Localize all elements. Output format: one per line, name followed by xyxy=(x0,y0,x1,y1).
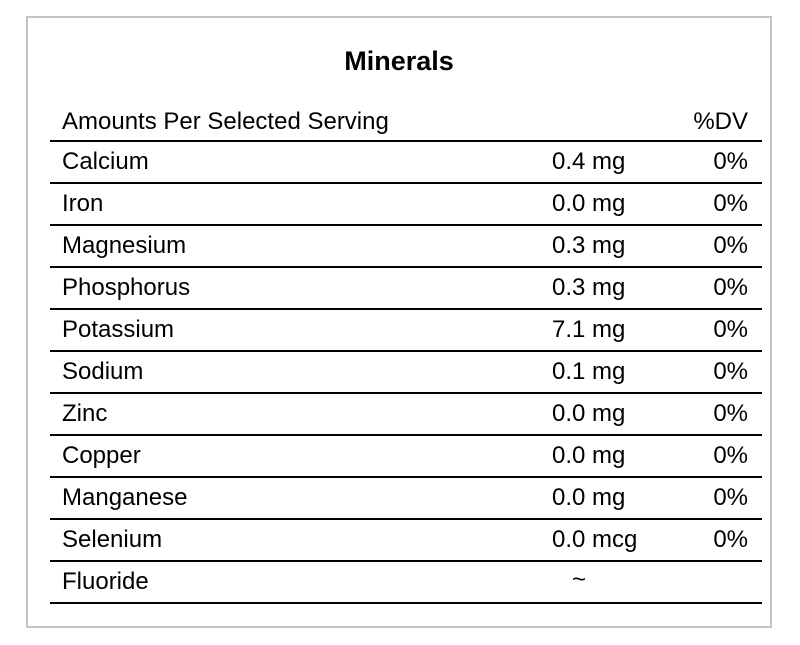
header-label: Amounts Per Selected Serving xyxy=(62,108,389,135)
row-amount: 0.0 mg xyxy=(552,484,626,511)
row-name: Phosphorus xyxy=(62,274,191,301)
table-row-phosphorus xyxy=(50,268,762,310)
row-amount: 0.0 mg xyxy=(552,442,626,469)
row-amount: 0.4 mg xyxy=(552,148,626,175)
row-name: Calcium xyxy=(62,148,149,175)
row-amount: 0.0 mcg xyxy=(552,526,638,553)
table-row-copper xyxy=(50,436,762,478)
row-amount: ~ xyxy=(572,566,587,593)
table-row-fluoride xyxy=(50,562,762,604)
row-amount: 0.1 mg xyxy=(552,358,626,385)
row-name: Fluoride xyxy=(62,568,149,595)
row-name: Iron xyxy=(62,190,104,217)
row-name: Potassium xyxy=(62,316,175,343)
table-row-manganese xyxy=(50,478,762,520)
row-dv: 0% xyxy=(713,526,748,553)
table-row-selenium xyxy=(50,520,762,562)
row-dv: 0% xyxy=(713,358,748,385)
minerals-panel xyxy=(26,16,772,628)
row-dv: 0% xyxy=(713,148,748,175)
row-dv: 0% xyxy=(713,274,748,301)
row-name: Zinc xyxy=(62,400,108,427)
row-name: Sodium xyxy=(62,358,144,385)
row-dv: 0% xyxy=(713,316,748,343)
row-amount: 7.1 mg xyxy=(552,316,626,343)
table-row-zinc xyxy=(50,394,762,436)
table-row-calcium xyxy=(50,142,762,184)
row-amount: 0.0 mg xyxy=(552,190,626,217)
table-row-sodium xyxy=(50,352,762,394)
table-header-row xyxy=(50,102,762,142)
row-amount: 0.3 mg xyxy=(552,274,626,301)
panel-title: Minerals xyxy=(344,46,454,76)
header-dv-label: %DV xyxy=(693,108,748,135)
row-amount: 0.0 mg xyxy=(552,400,626,427)
minerals-table xyxy=(50,102,762,604)
table-row-iron xyxy=(50,184,762,226)
row-dv: 0% xyxy=(713,442,748,469)
table-row-magnesium xyxy=(50,226,762,268)
row-name: Magnesium xyxy=(62,232,187,259)
row-name: Manganese xyxy=(62,484,188,511)
row-amount: 0.3 mg xyxy=(552,232,626,259)
row-dv: 0% xyxy=(713,400,748,427)
row-name: Selenium xyxy=(62,526,163,553)
row-dv: 0% xyxy=(713,232,748,259)
row-name: Copper xyxy=(62,442,141,469)
row-dv: 0% xyxy=(713,190,748,217)
row-dv: 0% xyxy=(713,484,748,511)
table-row-potassium xyxy=(50,310,762,352)
